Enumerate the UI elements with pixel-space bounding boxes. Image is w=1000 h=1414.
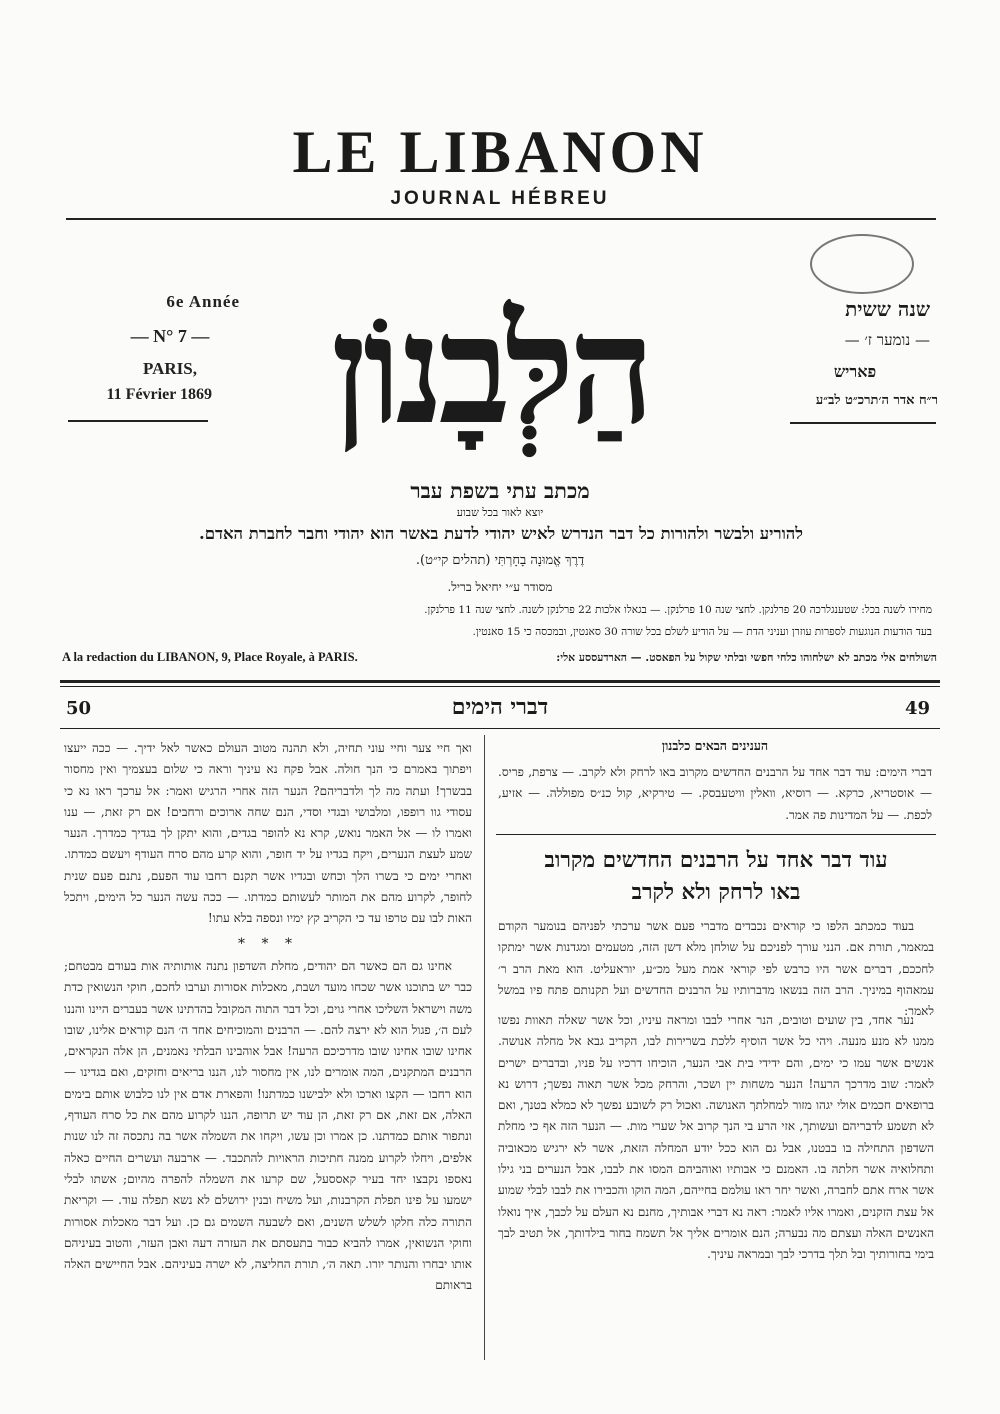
- number-he: — נומער ז׳ —: [844, 331, 930, 349]
- article-title-line1: עוד דבר אחד על הרבנים החדשים מקרוב: [544, 848, 888, 873]
- left-paragraph-2: אחינו גם הם כאשר הם יהודים, מחלת השדפון נתנה אותותיה אות בעודם מבטחם; כבר יש בתוכנו אשר שכחו מועד ושבת, מאכלות אסורות וערבו לחכם, חוקי הנשואין כדת משה וישראל השליכו אחרי גוים, וכל דבר התוה המקובל בהדתינו אשר בעברים היינו והננו לעם ה׳, פגול הוא לא ירצה להם. — הרבנים והמוכיחים אחד ה׳ הנם קוראים אלינו, שובו אחינו שובו אחינו שובו מדרכיכם הרעה! אבל אוהבינו הבלתי נאמנים, הן אלה הנקראים, הרבנים המתקנים, המה אומרים לנו, אין מחסור לנו, הננו בריאים וחזקים, ואם בגדינו — הוא רחבו — הקצו וארכו ולא ילבישנו כמדתנו! והפארת אדם אין לנו כלבוש אותם בימים האלה, אם זאת, אם רק זאת, הן עוד יש תרופה, הננו לקרוע מהם את כל סרח העודף, ונתפור אותם כמדתנו. כן אמרו וכן עשו, ויקחו את השמלה אשר בה נתכסה זה לנו שנות אלפים, ויחלו לקרוע ממנה חתיכות הראויות להתכבד. — ארבעה ועשרים החיים כאלה נאספו נקבצו יחד בעיר קאססעל, שם קרעו את השמלה להפרה מהיום; אשתו לבלי ישמעו על פינו תפלת הקרבנות, ועל משיח ובנין ירושלם לא נשא תפלה עוד. — וקריאת התורה כלה חלקו לשלש השנים, ואם לשבעה השמים גם כן. ועל דבר מאכלות אסורות וחוקי הנשואין, אמרו להביא כבור בתעסתם את העזרה דעה ואבן העזר, והטוב בעיניהם אותו יבחרו והנותר יורו. תאה ה׳, תורת החליצה, לא ישרה בעיניהם. אבל החיישים האלה בראותם: [64, 959, 472, 1293]
- address-french: A la redaction du LIBANON, 9, Place Royale, à PARIS.: [62, 650, 358, 664]
- page-number-right: 49: [904, 698, 930, 719]
- city-he: פאריש: [833, 362, 877, 381]
- price-line: מחירו לשנה בכל: שטענגלרכה 20 פרלנקן. לחצי שנה 10 פרלנקן. — בגאלו אלכות 22 פרלנקן לשנה. לחצי שנה 11 פרלנקן.: [424, 604, 932, 616]
- motto: דֶרֶךְ אֱמוּנָה בָחָרְתִּי (תהלים קי״ט).: [415, 553, 585, 568]
- contents-title: הענינים הבאים כלבנון: [661, 738, 769, 753]
- title-french: LE LIBANON: [292, 119, 708, 185]
- section-bottom-rule: [60, 728, 940, 729]
- subtitle-french: JOURNAL HÉBREU: [390, 188, 610, 209]
- section-top-rule-thin: [60, 686, 940, 687]
- city-fr: PARIS,: [143, 359, 197, 378]
- ads-line: בעד הודעות הנוגעות לספרות עוזרן ועניני הדת — על הודיע לשלם בכל שורה 30 סאנטין, ובמכסה כי 15 סאנטין.: [472, 626, 932, 638]
- tagline: מכתב עתי בשפת עבר: [410, 478, 590, 503]
- date-he: ר״ח אדר ה׳תרכ״ט לב״ע: [815, 393, 938, 408]
- number-fr: — N° 7 —: [130, 326, 210, 346]
- article-paragraph-1: בעוד כמכתב הלפו כי קוראים נכבדים מדברי פעם אשר ערכתי לפניהם בנומער הקודם במאמר, תורת אם. הנני עורך לפניכם על שולחן מלא דשן הזה, מטעמים ומגדנות אשר ימתקו לחככם, דברים אשר היו כרבש לפי קוראי אמת מעל מכ״ע, יוראעליט. הוא מאת הרב ר׳ עמאהוף במיניך. הרב הזה בנשאו מדברותיו על הרבנים החדשים ועל תקנותם פתח פיו במשל לאמר:: [498, 919, 934, 1019]
- year-fr: 6e Année: [166, 292, 240, 311]
- contents-body: דברי הימים: עוד דבר אחד על הרבנים החדשים מקרוב באו לרחק ולא לקרב. — צרפת, פריס. — אוסטריא, כרקא. — רוסיא, וואלין וויטעבסק. — טירקיא, קול כנ״ס מפוללה. — אזיע, לכפת. — על המדינות פה אמר.: [498, 765, 932, 822]
- article-title-line2: באו לרחק ולא לקרב: [631, 880, 801, 905]
- date-fr: 11 Février 1869: [106, 386, 212, 403]
- library-stamp: [810, 234, 914, 294]
- article-paragraph-2: נער אחד, בין שועים וטובים, הנר אחרי לבבו ומראה עיניו, וכל אשר שאלה תאוות נפשו ממנו לא מנע מנעה. ויהי כל אשר הוסיף ללכת בשרירות לבו, הקריב גבא אל מחלה אנושה. אנשים אשר עמו כי ימים, והם ידידי בית אבי הנער, הוכיחו דרכיו על פניו, ובדברים ישרים לאמר: שוב מדרכך הרעה! הנער משחות יין ושכר, והרחק מכל אשר תאוה נפשך; דרוש נא ברופאים חכמים אולי יגהו מזור למחלתך האנושה. ואכול רק לשובע נפשך לא כמלא בטנך, ואם לא תשמע לדבריהם ועשותך, אזי הרע בי הנך קרוב אל שערי מות. — הנער הזה אף כי מחלת השדפון התחילה בו בבטנו, אבל גם הוא ככל יודע המחלה הזאת, אשר לא ירגיש מכאוביה ותחלואיה אשר חלתה בו. האמנם כי אבותיו ואוהביהם המסו את לבבו, אבל הנערים בני גילו אשר ארח אתם לחברה, ואשר יחר ראו עולמם בחייהם, המה הוקו והכבירו את לבבו לבלי שמוע אל עצת הזקנים, ואמרו אליו לאמר: ראה נא דברי אבותיך, מחנם נא העלם על לכבך, איך נואלו האנשים האלה ועצתם מה נבערה; הנם אומרים אליך אל תשמח בחור בילדותך, אל תטיב לבך בימי בחורותיך ובל תלך בדרכי לבך ובמראה עיניך.: [498, 1013, 934, 1262]
- contents-rule: [496, 834, 936, 835]
- section-title: דברי הימים: [451, 694, 549, 720]
- frequency: יוצא לאור בכל שבוע: [456, 506, 544, 519]
- masthead-hebrew: הַלְּבָנוֹן: [330, 282, 650, 458]
- left-paragraph-1: ואך חיי צער וחיי עוני תחיה, ולא תהנה מטוב העולם כאשר לאל ידיך. — ככה ייעצו ויפתוך באמרם כי הנך חולה. אבל פקח נא עיניך וראה כי שלום בעצמיך ואין מחסור בבשרך! ועתה מה לך ולדבריהם? הנער הזה אחרי הרגיש ואמר: אל ערכך ראו נא כי עסודי גוו רופפו, ומלבושי ובגדי וסדי, הנם שחה ארוכים ורחבים! אם רק זאת, — ענו ואמרו לו — אל האמר נואש, קרא נא להופר בגדים, והוא יתקן לך בגדיך כמדרך. הנער שמע לעצת הנערים, ויקח בגדיו על יד חופר, והוא קרע מהם סרח העודף ויעשם כמדתו. ואחרי ימים כי בשרו הלך וכחש ובגדיו אשר תקנם רחבו עוד הפעם, נתנם פעם שנית לחופר, לקרוע מהם את המותר לעשותם כמדתו. — ככה עשה הנער כל הימים, ויתכל האות לבו עם טרפו עד כי הקריב קץ ימיו ונספה בלא עתו!: [64, 741, 472, 926]
- section-top-rule: [60, 680, 940, 683]
- left-rule: [68, 420, 208, 422]
- top-rule: [66, 218, 936, 220]
- mission-statement: להוריע ולבשר ולהורות כל דבר הנדרש לאיש יהודי לדעת באשר הוא יהודי וחבר לחברת האדם.: [198, 524, 804, 543]
- address-hebrew: השולחים אלי מכתב לא ישלחוהו כלחי חפשי ובלתי שקול על הפאסט. — הארדעססע אלי:: [556, 651, 937, 664]
- column-divider: [484, 735, 485, 1360]
- page-number-left: 50: [66, 698, 92, 719]
- year-he: שנה ששית: [845, 297, 930, 321]
- editor: מסודר ע״י יחיאל בריל.: [447, 580, 553, 594]
- right-rule: [790, 422, 936, 424]
- section-separator: * * *: [238, 936, 298, 952]
